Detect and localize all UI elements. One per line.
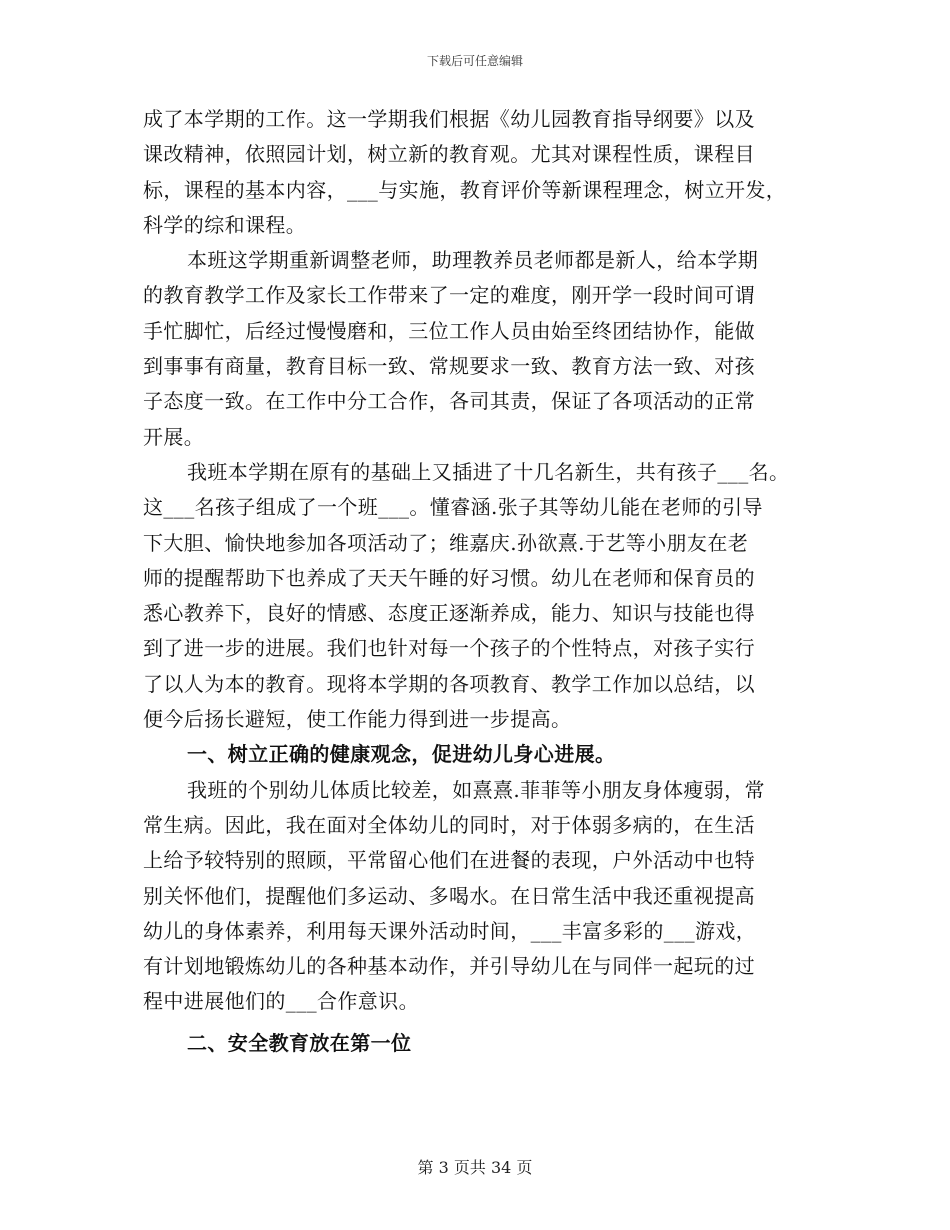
paragraph-2 bbox=[143, 243, 823, 455]
paragraph-line: 师的提醒帮助下也养成了天天午睡的好习惯。幼儿在老师和保育员的 bbox=[143, 565, 755, 590]
paragraph-line: 科学的综和课程。 bbox=[143, 212, 307, 237]
paragraph-line: 到事事有商量，教育目标一致、常规要求一致、教育方法一致、对孩 bbox=[143, 354, 755, 379]
page-header-note: 下载后可任意编辑 bbox=[426, 54, 523, 68]
paragraph-line: 别关怀他们，提醒他们多运动、多喝水。在日常生活中我还重视提高 bbox=[143, 883, 755, 908]
paragraph-line: 我班本学期在原有的基础上又插进了十几名新生，共有孩子___名。 bbox=[187, 459, 790, 484]
paragraph-line: 这___名孩子组成了一个班___。懂睿涵.张子其等幼儿能在老师的引导 bbox=[143, 495, 763, 520]
paragraph-line: 了以人为本的教育。现将本学期的各项教育、教学工作加以总结，以 bbox=[143, 671, 755, 696]
section-heading-safety: 二、安全教育放在第一位 bbox=[187, 1030, 412, 1055]
document-body bbox=[143, 102, 823, 1061]
paragraph-line: 成了本学期的工作。这一学期我们根据《幼儿园教育指导纲要》以及 bbox=[143, 107, 755, 131]
paragraph-line: 课改精神，依照园计划，树立新的教育观。尤其对课程性质，课程目 bbox=[143, 142, 755, 167]
page-number: 第 3 页共 34 页 bbox=[417, 1158, 533, 1177]
paragraph-line: 开展。 bbox=[143, 424, 205, 449]
paragraph-line: 的教育教学工作及家长工作带来了一定的难度，刚开学一段时间可谓 bbox=[143, 283, 755, 308]
paragraph-line: 悉心教养下，良好的情感、态度正逐渐养成，能力、知识与技能也得 bbox=[143, 601, 755, 626]
paragraph-line: 下大胆、愉快地参加各项活动了；维嘉庆.孙欲熹.于艺等小朋友在老 bbox=[143, 530, 749, 555]
paragraph-line: 我班的个别幼儿体质比较差，如熹熹.菲菲等小朋友身体瘦弱，常 bbox=[187, 777, 765, 802]
paragraph-line: 标，课程的基本内容，___与实施，教育评价等新课程理念，树立开发， bbox=[143, 177, 787, 202]
paragraph-4 bbox=[143, 773, 823, 1020]
paragraph-line: 手忙脚忙，后经过慢慢磨和，三位工作人员由始至终团结协作，能做 bbox=[143, 318, 755, 343]
paragraph-line: 到了进一步的进展。我们也针对每一个孩子的个性特点，对孩子实行 bbox=[143, 636, 755, 661]
section-heading-health: 一、树立正确的健康观念，促进幼儿身心进展。 bbox=[187, 742, 616, 767]
paragraph-line: 便今后扬长避短，使工作能力得到进一步提高。 bbox=[143, 707, 572, 732]
paragraph-line: 本班这学期重新调整老师，助理教养员老师都是新人，给本学期 bbox=[187, 248, 759, 273]
paragraph-1 bbox=[143, 102, 823, 243]
paragraph-line: 常生病。因此，我在面对全体幼儿的同时，对于体弱多病的，在生活 bbox=[143, 812, 755, 837]
paragraph-line: 子态度一致。在工作中分工合作，各司其责，保证了各项活动的正常 bbox=[143, 389, 755, 414]
paragraph-3 bbox=[143, 455, 823, 737]
paragraph-line: 幼儿的身体素养，利用每天课外活动时间，___丰富多彩的___游戏， bbox=[143, 918, 757, 943]
paragraph-line: 有计划地锻炼幼儿的各种基本动作，并引导幼儿在与同伴一起玩的过 bbox=[143, 954, 755, 979]
paragraph-line: 程中进展他们的___合作意识。 bbox=[143, 989, 419, 1014]
paragraph-line: 上给予较特别的照顾，平常留心他们在进餐的表现，户外活动中也特 bbox=[143, 848, 755, 873]
